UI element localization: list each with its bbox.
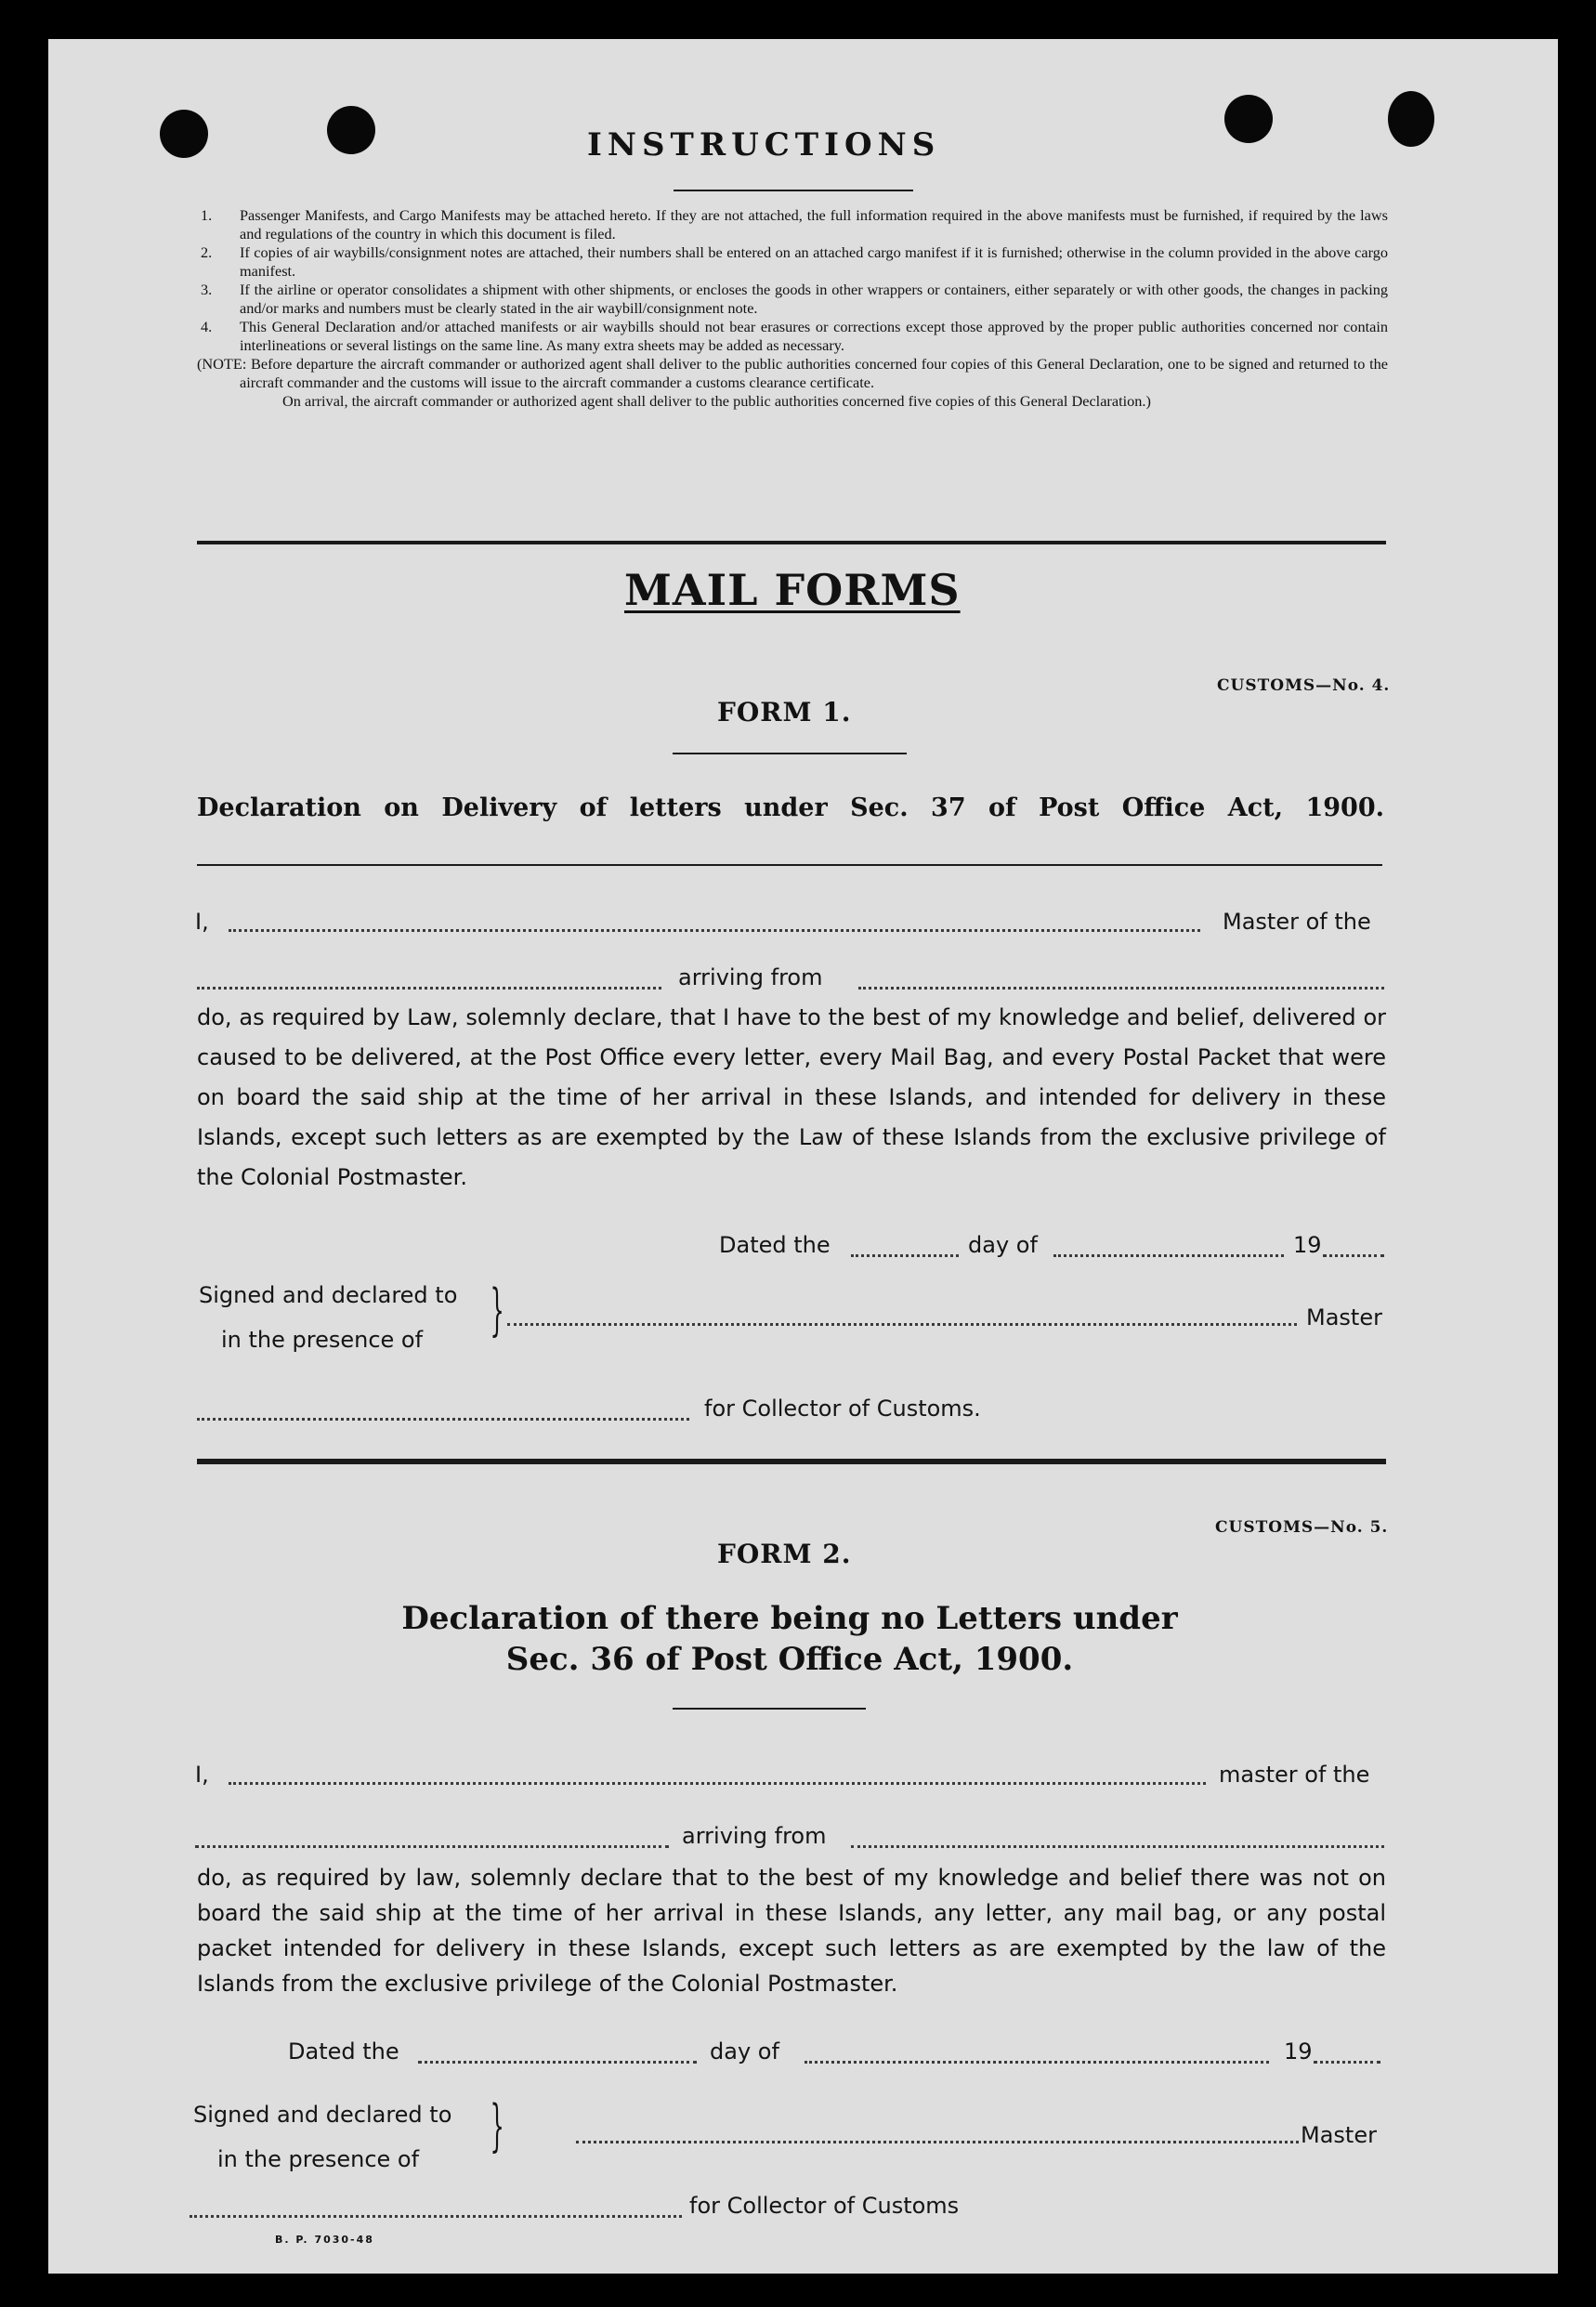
form1-ship-field[interactable] — [197, 987, 661, 990]
mail-forms-title: MAIL FORMS — [624, 565, 961, 615]
form2-month-field[interactable] — [805, 2061, 1269, 2064]
instruction-item-2: 2. If copies of air waybills/consignment notes are attached, their numbers shall be entered on an attached cargo manifest if it is furnished; otherwise in the column provided in the above cargo manifest. — [201, 243, 1388, 280]
instruction-note: (NOTE: Before departure the aircraft commander or authorized agent shall deliver to the public authorities concerned four copies of this General Declaration, one to be signed and returned to the aircraft commander and the customs will issue to the aircraft commander a customs clearance certificate. On arrival, the aircraft commander or authorized agent shall deliver to the public authorities concerned five copies of this General Declaration.) — [197, 355, 1388, 410]
form2-i-label: I, — [195, 1762, 209, 1788]
form1-collector-field[interactable] — [197, 1418, 689, 1421]
punch-hole-right-2 — [1388, 91, 1434, 147]
footer-form-code: B. P. 7030-48 — [275, 2234, 374, 2246]
form2-collector-field[interactable] — [190, 2215, 682, 2218]
form2-year-prefix: 19 — [1284, 2038, 1313, 2065]
form1-day-field[interactable] — [851, 1254, 959, 1257]
form1-master-of-the: Master of the — [1223, 909, 1371, 935]
instruction-item-3: 3. If the airline or operator consolidates a shipment with other shipments, or encloses the goods in other wrappers or containers, either separately or with other goods, the changes in packing and/or marks and numbers must be clearly stated in the air waybill/consignment note. — [201, 281, 1388, 317]
form2-day-of: day of — [710, 2038, 779, 2065]
form2-master-label: Master — [1301, 2122, 1377, 2148]
form1-name-field[interactable] — [229, 929, 1200, 932]
form2-collector-label: for Collector of Customs — [689, 2193, 960, 2219]
form2-declaration-line1: Declaration of there being no Letters under — [401, 1600, 1178, 1637]
form2-signed-line1: Signed and declared to — [193, 2102, 452, 2128]
instructions-title-rule — [674, 190, 913, 191]
form1-signed-line1: Signed and declared to — [199, 1282, 458, 1308]
instruction-note-arrival: On arrival, the aircraft commander or authorized agent shall deliver to the public authorities concerned five copies of this General Declaration.) — [282, 392, 1151, 410]
form1-year-prefix: 19 — [1293, 1232, 1322, 1258]
section-divider-middle — [197, 1459, 1386, 1464]
form2-year-field[interactable] — [1314, 2061, 1380, 2064]
form2-origin-field[interactable] — [851, 1845, 1384, 1848]
form2-brace: } — [490, 2093, 504, 2158]
instruction-item-1: 1. Passenger Manifests, and Cargo Manifests may be attached hereto. If they are not attached, the full information required in the above manifests must be furnished, if required by the laws and regulations of the country in which this document is filed. — [201, 206, 1388, 242]
form1-collector-label: for Collector of Customs. — [704, 1396, 981, 1422]
form2-declaration-line2: Sec. 36 of Post Office Act, 1900. — [505, 1641, 1074, 1678]
instructions-list — [197, 206, 1388, 411]
form1-master-label: Master — [1306, 1304, 1382, 1330]
instruction-item-4: 4. This General Declaration and/or attached manifests or air waybills should not bear erasures or corrections except those approved by the proper public authorities concerned nor contain interlineations or several listings on the same line. As many extra sheets may be added as necessary. — [201, 318, 1388, 354]
form1-origin-field[interactable] — [858, 987, 1384, 990]
form2-signed-line2: in the presence of — [217, 2146, 420, 2172]
form2-title-rule — [673, 1708, 866, 1710]
form2-title: FORM 2. — [717, 1539, 852, 1569]
form2-master-of-the: master of the — [1219, 1762, 1370, 1788]
form1-customs-number: CUSTOMS—No. 4. — [1217, 676, 1391, 695]
form1-year-field[interactable] — [1323, 1254, 1384, 1257]
form1-master-signature-field[interactable] — [507, 1323, 1297, 1326]
section-divider-top — [197, 541, 1386, 544]
form1-dated-the: Dated the — [719, 1232, 831, 1258]
form2-customs-number: CUSTOMS—No. 5. — [1215, 1518, 1389, 1537]
form2-master-signature-field[interactable] — [576, 2141, 1299, 2143]
form1-title-rule — [673, 753, 907, 754]
form1-heading-rule — [197, 864, 1382, 866]
form1-brace: } — [490, 1278, 504, 1343]
form1-declaration-paragraph: do, as required by Law, solemnly declare, that I have to the best of my knowledge and belief, delivered or caused to be delivered, at the Post Office every letter, every Mail Bag, and every Postal Packet that were on board the said ship at the time of her arrival in these Islands, and intended for delivery in these Islands, except such letters as are exempted by the Law of these Islands from the exclusive privilege of the Colonial Postmaster. — [197, 1004, 1386, 1190]
form1-day-of: day of — [968, 1232, 1038, 1258]
instructions-title: INSTRUCTIONS — [587, 126, 941, 164]
form2-dated-the: Dated the — [288, 2038, 399, 2065]
form1-declaration-heading: Declaration on Delivery of letters under Sec. 37 of Post Office Act, 1900. — [197, 793, 1384, 822]
form1-signed-line2: in the presence of — [221, 1327, 424, 1353]
form1-month-field[interactable] — [1053, 1254, 1284, 1257]
form2-arriving-from: arriving from — [682, 1823, 827, 1849]
form2-day-field[interactable] — [418, 2061, 697, 2064]
punch-hole-left-2 — [327, 106, 375, 154]
punch-hole-right-1 — [1224, 95, 1273, 143]
form1-title: FORM 1. — [717, 697, 852, 727]
form1-i-label: I, — [195, 909, 209, 935]
form1-arriving-from: arriving from — [678, 964, 823, 990]
form2-ship-field[interactable] — [195, 1845, 669, 1848]
punch-hole-left-1 — [160, 110, 208, 158]
form2-declaration-paragraph: do, as required by law, solemnly declare that to the best of my knowledge and belief there was not on board the said ship at the time of her arrival in these Islands, any letter, any mail bag, or any postal packet intended for delivery in these Islands, except such letters as are exempted by the law of the Islands from the exclusive privilege of the Colonial Postmaster. — [197, 1865, 1386, 1997]
form2-name-field[interactable] — [229, 1782, 1206, 1785]
